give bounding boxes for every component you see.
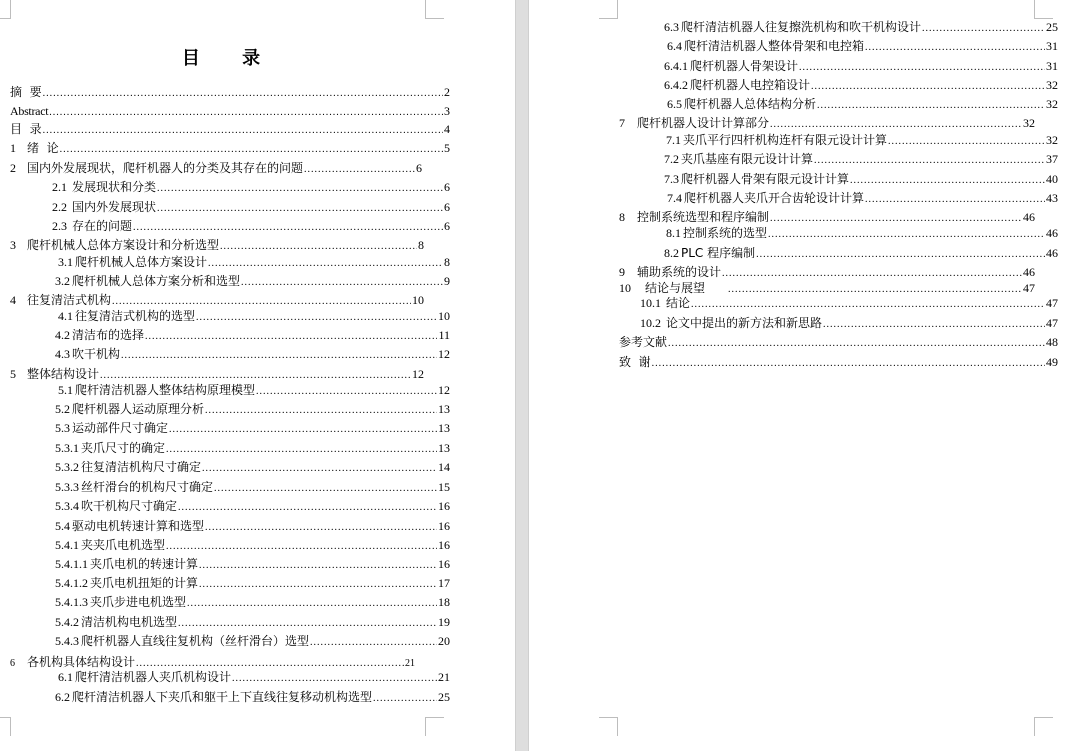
toc-entry-label: 夹夹爪电机选型 [81, 538, 166, 552]
toc-entry-page: 31 [1046, 39, 1058, 53]
dot-leader [922, 21, 1045, 37]
toc-entry-label: 结论与展望 [645, 281, 706, 295]
toc-entry-number: 7 [619, 116, 625, 130]
toc-entry-label: 爬杆机械人总体方案设计 [75, 255, 208, 269]
toc-entry-page: 3 [444, 104, 450, 118]
toc-entry-label: 爬杆机械人总体方案设计和分析选型 [27, 238, 220, 252]
toc-entry-number: 4.2 [55, 328, 70, 342]
toc-entry[interactable] [55, 614, 450, 630]
dot-leader [256, 384, 437, 400]
toc-entry-number: 6.4 [667, 39, 682, 53]
dot-leader [768, 227, 1045, 243]
toc-entry-label: 参考文献 [619, 335, 668, 349]
toc-entry[interactable] [55, 689, 450, 705]
toc-entry[interactable] [619, 115, 1035, 131]
toc-entry-page: 25 [1046, 20, 1058, 34]
toc-entry-page: 17 [438, 576, 450, 590]
toc-entry-page: 13 [438, 441, 450, 455]
dot-leader [823, 317, 1045, 333]
toc-entry[interactable] [55, 556, 450, 572]
corner-mark-bottom-right [1034, 717, 1053, 736]
toc-entry-number: 6.3 [664, 20, 679, 34]
toc-entry-page: 4 [444, 122, 450, 136]
toc-entry-page: 47 [1046, 316, 1058, 330]
toc-entry-page: 47 [1023, 281, 1035, 295]
document-page-right [529, 0, 1075, 751]
dot-leader [304, 162, 415, 178]
toc-entry-label: 控制系统选型和程序编制 [637, 210, 770, 224]
dot-leader [220, 239, 417, 255]
toc-entry-page: 32 [1023, 116, 1035, 130]
toc-entry-page: 46 [1023, 210, 1035, 224]
toc-entry-page: 8 [418, 238, 424, 252]
dot-leader [166, 539, 437, 555]
dot-leader [232, 671, 437, 687]
toc-entry[interactable] [664, 58, 1058, 74]
toc-entry-label: 爬杆机器人骨架设计 [690, 59, 799, 73]
corner-mark-bottom-right [425, 717, 444, 736]
toc-entry-page: 12 [412, 367, 424, 381]
toc-entry-number: 3 [10, 238, 16, 252]
toc-entry[interactable] [55, 518, 450, 534]
dot-leader [145, 329, 437, 345]
corner-mark-bottom-left [0, 717, 11, 736]
dot-leader [770, 117, 1022, 133]
toc-entry-number: 2.1 [52, 180, 67, 194]
toc-entry-page: 6 [444, 219, 450, 233]
toc-entry[interactable] [619, 209, 1035, 225]
dot-leader [157, 201, 443, 217]
toc-entry-label: 控制系统的选型 [683, 226, 768, 240]
toc-entry-label: 夹爪步进电机选型 [90, 595, 187, 609]
toc-entry[interactable] [667, 96, 1058, 112]
toc-entry-label: 辅助系统的设计 [637, 265, 722, 279]
toc-entry[interactable] [55, 498, 450, 514]
toc-entry[interactable] [55, 479, 450, 495]
toc-entry[interactable] [10, 121, 450, 137]
toc-entry-number: 4 [10, 293, 16, 307]
toc-entry-number: 5.3.2 [55, 460, 79, 474]
toc-entry-page: 31 [1046, 59, 1058, 73]
toc-entry[interactable] [640, 315, 1058, 331]
toc-entry-number: 7.2 [664, 152, 679, 166]
toc-entry-label: 爬杆机器人夹爪开合齿轮设计计算 [684, 191, 865, 205]
page-gap [515, 0, 529, 751]
toc-entry-page: 25 [438, 690, 450, 704]
toc-entry-page: 5 [444, 141, 450, 155]
dot-leader [850, 173, 1045, 189]
toc-entry-page: 49 [1046, 355, 1058, 369]
dot-leader [241, 275, 443, 291]
toc-entry-number: 8.1 [666, 226, 681, 240]
toc-entry-number: 4.1 [58, 309, 73, 323]
toc-entry-page: 46 [1046, 226, 1058, 240]
toc-entry-number: 2 [10, 161, 16, 175]
toc-entry[interactable] [10, 140, 450, 156]
corner-mark-top-right [1034, 0, 1053, 19]
toc-entry-page: 21 [405, 658, 415, 669]
dot-leader [208, 256, 443, 272]
toc-entry-number: 2.2 [52, 200, 67, 214]
toc-entry[interactable] [55, 575, 450, 591]
toc-entry[interactable] [55, 633, 450, 649]
toc-entry[interactable] [10, 292, 424, 308]
toc-entry-page: 16 [438, 519, 450, 533]
toc-entry-label: 吹干机构 [72, 347, 121, 361]
toc-entry-page: 14 [438, 460, 450, 474]
dot-leader [799, 60, 1045, 76]
toc-entry-number: 3.2 [55, 274, 70, 288]
toc-entry-page: 37 [1046, 152, 1058, 166]
toc-entry-label: 存在的问题 [72, 219, 133, 233]
toc-entry-number: 6.4.1 [664, 59, 688, 73]
corner-mark-top-left [599, 0, 618, 19]
toc-entry-label: 夹爪基座有限元设计计算 [681, 152, 814, 166]
toc-entry[interactable] [52, 218, 450, 234]
toc-entry[interactable] [55, 440, 450, 456]
toc-entry[interactable] [55, 346, 450, 362]
toc-entry[interactable] [667, 38, 1058, 54]
toc-entry-label: 夹爪电机的转速计算 [90, 557, 199, 571]
dot-leader [756, 247, 1045, 263]
toc-entry[interactable] [52, 179, 450, 195]
toc-entry[interactable] [55, 420, 450, 436]
toc-entry-number: 5.4.1 [55, 538, 79, 552]
toc-entry[interactable] [58, 382, 450, 398]
toc-entry[interactable] [619, 354, 1058, 370]
dot-leader [157, 181, 443, 197]
dot-leader [199, 577, 437, 593]
toc-entry-label: 摘 要 [10, 85, 42, 99]
toc-entry[interactable] [55, 459, 450, 475]
dot-leader [205, 520, 437, 536]
toc-entry-number: 5.4 [55, 519, 70, 533]
toc-entry-label: 整体结构设计 [27, 367, 100, 381]
dot-leader [373, 691, 437, 707]
toc-entry-label: 结论 [666, 296, 691, 310]
corner-mark-bottom-left [599, 717, 618, 736]
toc-entry-page: 43 [1046, 191, 1058, 205]
toc-entry[interactable] [619, 334, 1058, 350]
toc-entry-label: 往复清洁式机构 [27, 293, 112, 307]
toc-entry-label: 夹爪平行四杆机构连杆有限元设计计算 [683, 133, 888, 147]
toc-entry[interactable] [10, 237, 424, 253]
toc-entry-page: 46 [1023, 265, 1035, 279]
toc-entry-page: 19 [438, 615, 450, 629]
toc-entry-number: 5.3.4 [55, 499, 79, 513]
toc-entry-page: 18 [438, 595, 450, 609]
toc-entry-page: 32 [1046, 97, 1058, 111]
toc-entry[interactable] [55, 537, 450, 553]
toc-entry-label: 绪 论 [27, 141, 59, 155]
toc-entry-page: 16 [438, 499, 450, 513]
toc-entry-number: 3.1 [58, 255, 73, 269]
dot-leader [865, 192, 1045, 208]
dot-leader [43, 86, 443, 102]
toc-entry-label: 夹爪尺寸的确定 [81, 441, 166, 455]
dot-leader [178, 616, 437, 632]
toc-entry-number: 6.1 [58, 670, 73, 684]
toc-entry-number: 5.4.2 [55, 615, 79, 629]
toc-entry-label: 国内外发展现状 [72, 200, 157, 214]
toc-entry-page: 16 [438, 557, 450, 571]
dot-leader [169, 422, 437, 438]
toc-entry[interactable] [664, 245, 1058, 261]
toc-entry-number: 6.2 [55, 690, 70, 704]
toc-entry-page: 32 [1046, 78, 1058, 92]
toc-entry-number: 7.3 [664, 172, 679, 186]
toc-entry[interactable] [55, 401, 450, 417]
toc-entry-number: 9 [619, 265, 625, 279]
toc-entry[interactable] [666, 225, 1058, 241]
toc-entry-label: 论文中提出的新方法和新思路 [666, 316, 823, 330]
toc-entry[interactable] [10, 366, 424, 382]
toc-entry-page: 40 [1046, 172, 1058, 186]
toc-entry-number: 10.2 [640, 316, 661, 330]
toc-entry[interactable] [666, 132, 1058, 148]
toc-entry-number: 10 [619, 281, 631, 295]
toc-entry[interactable] [664, 77, 1058, 93]
toc-entry-page: 48 [1046, 335, 1058, 349]
toc-entry-number: 6 [10, 658, 15, 669]
toc-entry-page: 2 [444, 85, 450, 99]
dot-leader [888, 134, 1045, 150]
toc-entry-number: 5.3.3 [55, 480, 79, 494]
dot-leader [814, 153, 1045, 169]
corner-mark-top-left [0, 0, 11, 19]
dot-leader [202, 461, 437, 477]
toc-entry-label: 爬杆机器人直线往复机构（丝杆滑台）选型 [81, 634, 310, 648]
toc-entry-page: 6 [416, 161, 422, 175]
dot-leader [865, 40, 1045, 56]
toc-entry-page: 46 [1046, 246, 1058, 260]
toc-entry[interactable] [619, 264, 1035, 280]
dot-leader [196, 310, 437, 326]
toc-entry-number: 5.4.1.1 [55, 557, 88, 571]
toc-entry-label: 往复清洁式机构的选型 [75, 309, 196, 323]
toc-entry-page: 47 [1046, 296, 1058, 310]
toc-entry-label: 爬杆清洁机器人整体结构原理模型 [75, 383, 256, 397]
toc-entry-label: 爬杆清洁机器人往复擦洗机构和吹干机构设计 [681, 20, 922, 34]
toc-entry-page: 6 [444, 180, 450, 194]
dot-leader [811, 79, 1045, 95]
toc-entry[interactable] [58, 669, 450, 685]
toc-entry[interactable] [10, 103, 450, 119]
toc-entry-page: 15 [438, 480, 450, 494]
toc-entry-number: 7.4 [667, 191, 682, 205]
toc-entry-page: 9 [444, 274, 450, 288]
document-page-left [0, 0, 515, 751]
dot-leader [205, 403, 437, 419]
dot-leader [43, 123, 443, 139]
toc-entry-number: 5.3 [55, 421, 70, 435]
toc-entry-label: 驱动电机转速计算和选型 [72, 519, 205, 533]
toc-entry[interactable] [10, 654, 415, 670]
toc-entry-page: 32 [1046, 133, 1058, 147]
toc-entry-label: 清洁布的选择 [72, 328, 145, 342]
toc-entry-label: 爬杆机器人电控箱设计 [690, 78, 811, 92]
toc-entry-label: 丝杆滑台的机构尺寸确定 [81, 480, 214, 494]
toc-entry-label: 爬杆机器人总体结构分析 [684, 97, 817, 111]
toc-entry-number: 6.4.2 [664, 78, 688, 92]
dot-leader [652, 356, 1045, 372]
dot-leader [133, 220, 443, 236]
toc-entry-number: 5.4.1.2 [55, 576, 88, 590]
toc-entry-label: 爬杆机器人设计计算部分 [637, 116, 770, 130]
toc-entry-page: 13 [438, 421, 450, 435]
toc-entry-page: 16 [438, 538, 450, 552]
dot-leader [310, 635, 437, 651]
toc-entry-page: 10 [438, 309, 450, 323]
toc-entry-number: 5.1 [58, 383, 73, 397]
toc-entry-label: 各机构具体结构设计 [27, 655, 136, 669]
dot-leader [691, 297, 1045, 313]
toc-entry-page: 12 [438, 383, 450, 397]
toc-entry[interactable] [55, 273, 450, 289]
toc-entry-label: 夹爪电机扭矩的计算 [90, 576, 199, 590]
dot-leader [187, 596, 437, 612]
toc-entry[interactable] [619, 280, 1035, 296]
toc-entry-label: 爬杆清洁机器人夹爪机构设计 [75, 670, 232, 684]
toc-entry-page: 12 [438, 347, 450, 361]
toc-entry-label: 致 谢 [619, 355, 651, 369]
toc-entry-number: 5.2 [55, 402, 70, 416]
toc-entry-number: 5 [10, 367, 16, 381]
toc-entry-label: Abstract [10, 104, 49, 118]
toc-entry-label: 往复清洁机构尺寸确定 [81, 460, 202, 474]
dot-leader [49, 105, 443, 121]
toc-entry[interactable] [664, 151, 1058, 167]
toc-entry[interactable] [640, 295, 1058, 311]
toc-entry-number: 6.5 [667, 97, 682, 111]
toc-entry-number: 2.3 [52, 219, 67, 233]
toc-entry-number: 4.3 [55, 347, 70, 361]
toc-entry[interactable] [664, 19, 1058, 35]
toc-entry-label: 国内外发展现状，爬杆机器人的分类及其存在的问题 [27, 161, 304, 175]
toc-entry-number: 8 [619, 210, 625, 224]
toc-entry-page: 10 [412, 293, 424, 307]
dot-leader [668, 336, 1045, 352]
toc-entry-label: 爬杆机器人骨架有限元设计计算 [681, 172, 850, 186]
toc-entry-page: 21 [438, 670, 450, 684]
toc-entry-label: 爬杆机器人运动原理分析 [72, 402, 205, 416]
toc-entry-number: 5.3.1 [55, 441, 79, 455]
toc-entry[interactable] [667, 190, 1058, 206]
dot-leader [178, 500, 437, 516]
toc-entry-number: 5.4.1.3 [55, 595, 88, 609]
toc-entry-label: 运动部件尺寸确定 [72, 421, 169, 435]
toc-entry[interactable] [52, 199, 450, 215]
toc-entry-page: 11 [438, 328, 450, 342]
dot-leader [121, 348, 437, 364]
dot-leader [60, 142, 443, 158]
toc-entry-label: 爬杆机械人总体方案分析和选型 [72, 274, 241, 288]
toc-entry-label: 清洁机构电机选型 [81, 615, 178, 629]
toc-entry-label: 爬杆清洁机器人整体骨架和电控箱 [684, 39, 865, 53]
toc-entry-number: 8.2 [664, 246, 679, 260]
toc-entry-number: 10.1 [640, 296, 661, 310]
toc-entry-page: 8 [444, 255, 450, 269]
toc-entry[interactable] [10, 84, 450, 100]
toc-entry-label: 目 录 [10, 122, 42, 136]
dot-leader [199, 558, 437, 574]
dot-leader [214, 481, 437, 497]
toc-entry[interactable] [58, 254, 450, 270]
toc-entry-page: 6 [444, 200, 450, 214]
toc-entry[interactable] [664, 171, 1058, 187]
toc-entry[interactable] [58, 308, 450, 324]
toc-entry-label: 爬杆清洁机器人下夹爪和躯干上下直线往复移动机构选型 [72, 690, 373, 704]
toc-entry[interactable] [55, 327, 450, 343]
toc-entry-label: 吹干机构尺寸确定 [81, 499, 178, 513]
toc-entry-number: 1 [10, 141, 16, 155]
page-title: 目 录 [181, 48, 279, 69]
toc-entry-label: 发展现状和分类 [72, 180, 157, 194]
toc-entry-label: PLC 程序编制 [681, 246, 756, 260]
toc-entry-page: 20 [438, 634, 450, 648]
toc-entry-number: 5.4.3 [55, 634, 79, 648]
dot-leader [166, 442, 437, 458]
toc-entry-number: 7.1 [666, 133, 681, 147]
toc-entry-page: 13 [438, 402, 450, 416]
toc-entry[interactable] [10, 160, 422, 176]
dot-leader [817, 98, 1045, 114]
toc-entry[interactable] [55, 594, 450, 610]
corner-mark-top-right [425, 0, 444, 19]
